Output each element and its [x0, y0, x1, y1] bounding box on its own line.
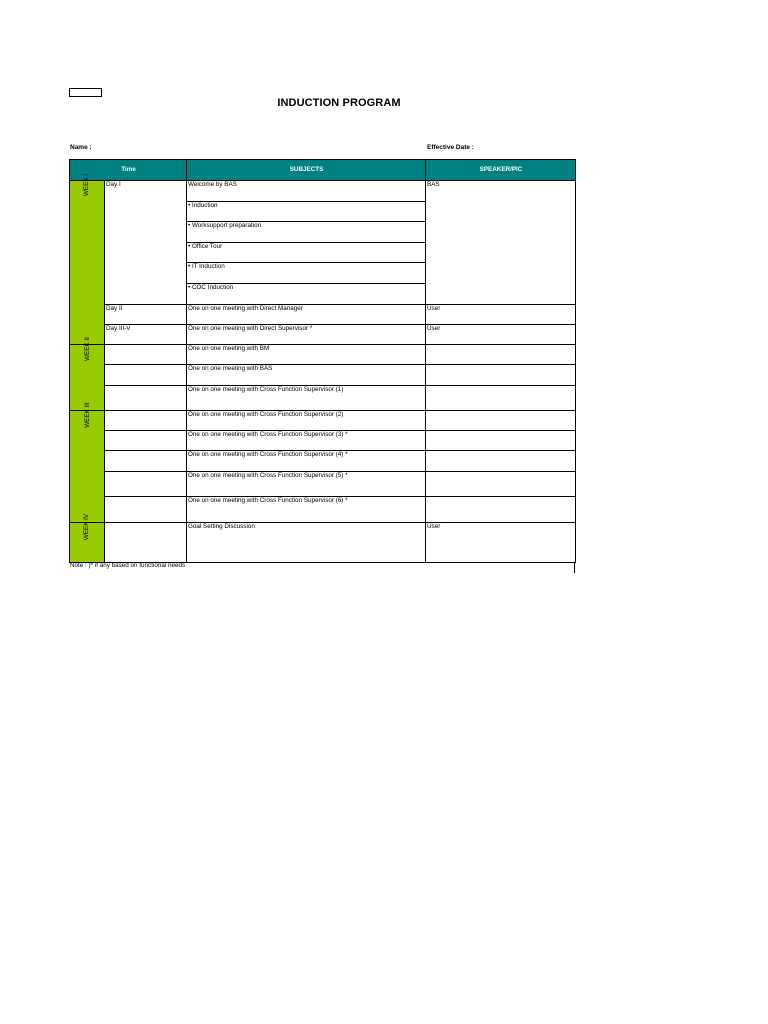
speaker-cell: User — [426, 305, 576, 325]
speaker-cell: User — [426, 523, 576, 563]
time-cell — [105, 472, 187, 497]
speaker-cell — [426, 411, 576, 431]
subject-cell: • Office Tour — [187, 243, 426, 263]
subject-cell: One on one meeting with BM — [187, 345, 426, 365]
time-cell — [105, 386, 187, 411]
week-4-label: WEEK IV — [83, 513, 91, 541]
table-row — [70, 523, 576, 563]
header-speaker: SPEAKER/PIC — [426, 160, 576, 181]
speaker-cell: BAS — [426, 181, 576, 305]
effective-date-label: Effective Date : — [427, 144, 474, 151]
week-3-label: WEEK III — [83, 402, 91, 428]
table-header-row — [70, 160, 576, 181]
table-row — [70, 431, 576, 451]
time-cell — [105, 365, 187, 386]
subject-cell: One on one meeting with Cross Function Supervisor (4) * — [187, 451, 426, 472]
subject-cell: One on one meeting with Cross Function Supervisor (1) — [187, 386, 426, 411]
subject-cell: Goal Setting Discussion — [187, 523, 426, 563]
speaker-cell — [426, 497, 576, 523]
subject-cell: • Worksupport preparation — [187, 222, 426, 243]
table-row — [70, 451, 576, 472]
table-row — [70, 345, 576, 365]
subject-cell: One on one meeting with Direct Manager — [187, 305, 426, 325]
time-cell — [105, 411, 187, 431]
subject-cell: • COC Induction — [187, 284, 426, 305]
table-row — [70, 411, 576, 431]
table-row — [70, 325, 576, 345]
speaker-cell: User — [426, 325, 576, 345]
week-4-cell — [70, 513, 105, 563]
subject-cell: One on one meeting with Direct Supervisor * — [187, 325, 426, 345]
week-3-cell — [70, 402, 105, 523]
speaker-cell — [426, 472, 576, 497]
table-row — [70, 365, 576, 386]
week-2-label: WEEK II — [83, 337, 91, 361]
time-cell — [105, 345, 187, 365]
table-row — [70, 305, 576, 325]
table-row — [70, 181, 576, 202]
induction-table — [69, 159, 576, 563]
corner-box — [69, 88, 102, 97]
speaker-cell — [426, 451, 576, 472]
name-label: Name : — [70, 144, 92, 151]
speaker-cell — [426, 386, 576, 411]
table-edge-line — [574, 563, 575, 573]
speaker-cell — [426, 345, 576, 365]
time-cell: Day I — [105, 181, 187, 305]
table-row — [70, 497, 576, 523]
time-cell: Day II — [105, 305, 187, 325]
page-title: INDUCTION PROGRAM — [277, 97, 401, 109]
subject-cell: • Induction — [187, 202, 426, 222]
table-row — [70, 386, 576, 411]
subject-cell: One on one meeting with Cross Function Supervisor (5) * — [187, 472, 426, 497]
header-subjects: SUBJECTS — [187, 160, 426, 181]
table-row — [70, 472, 576, 497]
subject-cell: Welcome by BAS — [187, 181, 426, 202]
week-1-label: WEEK I — [83, 173, 91, 197]
time-cell — [105, 451, 187, 472]
time-cell — [105, 523, 187, 563]
time-cell: Day III-V — [105, 325, 187, 345]
week-1-cell — [70, 173, 105, 345]
subject-cell: One on one meeting with Cross Function Supervisor (6) * — [187, 497, 426, 523]
speaker-cell — [426, 431, 576, 451]
subject-cell: One on one meeting with Cross Function Supervisor (3) * — [187, 431, 426, 451]
week-2-cell — [70, 337, 105, 411]
subject-cell: One on one meeting with BAS — [187, 365, 426, 386]
subject-cell: • IT Induction — [187, 263, 426, 284]
footnote: Note : )* if any based on functional needs — [70, 562, 186, 569]
subject-cell: One on one meeting with Cross Function Supervisor (2) — [187, 411, 426, 431]
header-time: Time — [70, 160, 187, 181]
time-cell — [105, 497, 187, 523]
time-cell — [105, 431, 187, 451]
speaker-cell — [426, 365, 576, 386]
